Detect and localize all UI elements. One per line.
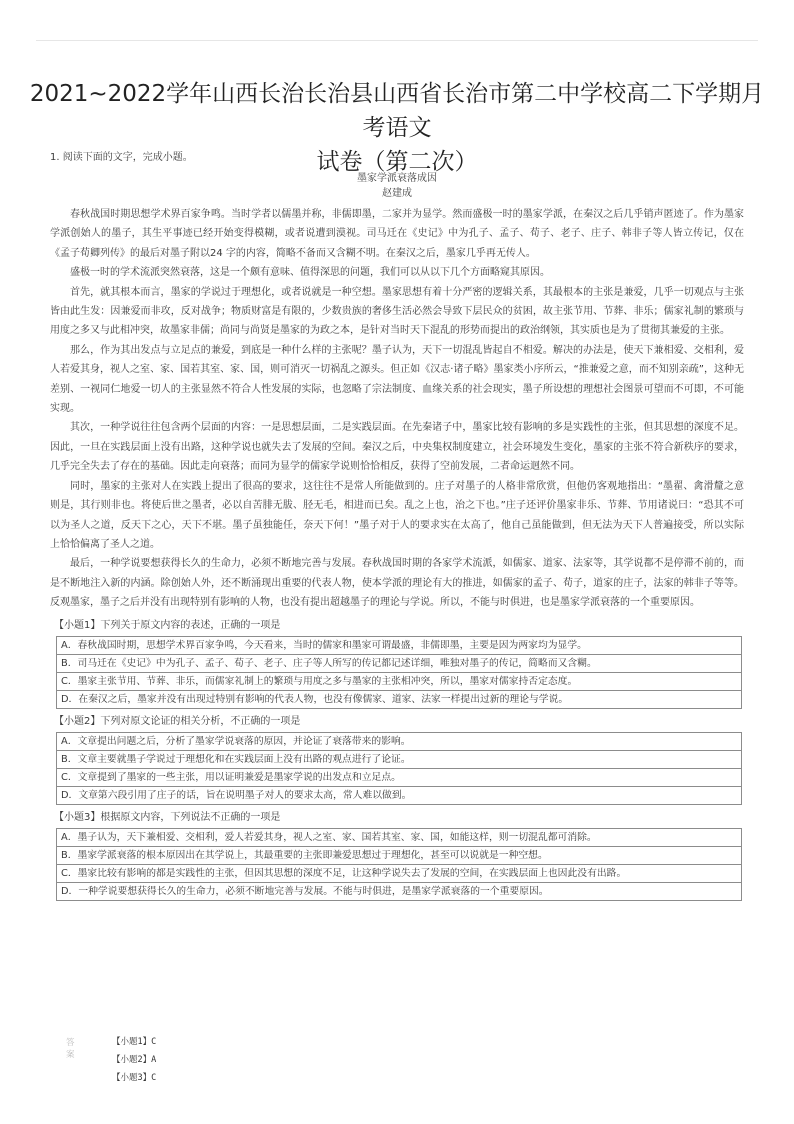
article-paragraph: 首先，就其根本而言，墨家的学说过于理想化，或者说就是一种空想。墨家思想有着十分严密的逻辑关系，其最根本的主张是兼爱，几乎一切观点与主张皆由此生发：因兼爱而非攻，反对战争；物质财富是有限的，少数贵族的奢侈生活必然会导致下层民众的贫困，故主张节用、节葬、非乐；儒家礼制的繁琐与用度之多又与此相冲突，故墨家非儒；尚同与尚贤是墨家的为政之本，是针对当时天下混乱的形势而提出的政治纲领，其实质也是为了贯彻其兼爱的主张。 — [50, 286, 744, 337]
option-a[interactable]: A．文章提出问题之后，分析了墨家学说衰落的原因，并论证了衰落带来的影响。 — [57, 733, 741, 751]
subquestion-1-stem: 【小题1】下列关于原文内容的表述，正确的一项是 — [54, 619, 281, 631]
option-d[interactable]: D．在秦汉之后，墨家并没有出现过特别有影响的代表人物，也没有像儒家、道家、法家一样提出过新的理论与学说。 — [57, 691, 741, 709]
question-block — [50, 150, 744, 901]
article-author: 赵建成 — [382, 188, 412, 199]
answer-item: 【小题1】C — [112, 1037, 157, 1047]
option-d[interactable]: D．文章第六段引用了庄子的话，旨在说明墨子对人的要求太高，常人难以做到。 — [57, 787, 741, 805]
article-body — [50, 205, 744, 613]
option-b[interactable]: B．司马迁在《史记》中为孔子、孟子、荀子、老子、庄子等人所写的传记都记述详细，唯独对墨子的传记，简略而又含糊。 — [57, 655, 741, 673]
option-a[interactable]: A．墨子认为，天下兼相爱、交相利，爱人若爱其身，视人之室、家、国若其室、家、国，如能这样，则一切混乱都可消除。 — [57, 829, 741, 847]
answer-item: 【小题3】C — [112, 1073, 157, 1083]
option-b[interactable]: B．文章主要就墨子学说过于理想化和在实践层面上没有出路的观点进行了论证。 — [57, 751, 741, 769]
subquestion-2-stem: 【小题2】下列对原文论证的相关分析，不正确的一项是 — [54, 715, 301, 727]
question-heading: 1. 阅读下面的文字，完成小题。 — [50, 152, 193, 163]
page-title-line-1: 2021~2022学年山西长治长治县山西省长治市第二中学校高二下学期月考语文 — [29, 81, 765, 142]
subquestion-3-stem: 【小题3】根据原文内容，下列说法不正确的一项是 — [54, 811, 281, 823]
article-title: 墨家学派衰落成因 — [357, 173, 437, 184]
article-paragraph: 最后，一种学说要想获得长久的生命力，必须不断地完善与发展。春秋战国时期的各家学术流派，如儒家、道家、法家等，其学说都不是停滞不前的，而是不断地注入新的内涵。除创始人外，还不断涌现出重要的代表人物，使本学派的理论有大的推进，如儒家的孟子、荀子，道家的庄子，法家的韩非子等等。反观墨家，墨子之后并没有出现特别有影响的人物，也没有提出超越墨子的理论与学说。所以，不能与时俱进，也是墨家学派衰落的一个重要原因。 — [50, 558, 744, 609]
answer-list — [112, 1033, 312, 1087]
page-title-line-2: 试卷（第二次） — [316, 149, 478, 176]
option-a[interactable]: A．春秋战国时期，思想学术界百家争鸣，今天看来，当时的儒家和墨家可谓最盛，非儒即墨，主要是因为两家均为显学。 — [57, 637, 741, 655]
subquestion-2-options — [56, 732, 742, 805]
article-paragraph: 盛极一时的学术流派突然衰落，这是一个颇有意味、值得深思的问题，我们可以从以下几个方面略窥其原因。 — [70, 267, 550, 279]
article-paragraph: 同时，墨家的主张对人在实践上提出了很高的要求，这往往不是常人所能做到的。庄子对墨子的人格非常欣赏，但他仍客观地指出：“墨翟、禽滑釐之意则是，其行则非也。将使后世之墨者，必以自苦腓无胈、胫无毛，相进而已矣。乱之上也，治之下也。”庄子还评价墨家非乐、节葬、节用诸说曰：“恐其不可以为圣人之道，反天下之心，天下不堪。墨子虽独能任，奈天下何！”墨子对于人的要求实在太高了，他自己虽能做到，但无法为天下人普遍接受，所以实际上恰恰偏离了圣人之道。 — [50, 480, 744, 550]
option-d[interactable]: D．一种学说要想获得长久的生命力，必须不断地完善与发展。不能与时俱进，是墨家学派衰落的一个重要原因。 — [57, 883, 741, 901]
article-paragraph: 那么，作为其出发点与立足点的兼爱，到底是一种什么样的主张呢？墨子认为，天下一切混乱皆起自不相爱。解决的办法是，使天下兼相爱、交相利，爱人若爱其身，视人之室、家、国若其室、家、国，则可消灭一切祸乱之源头。但正如《汉志·诸子略》墨家类小序所云，“推兼爱之意，而不知别亲疏”，这种无差别、一视同仁地爱一切人的主张显然不符合人性发展的实际，也忽略了宗法制度、血缘关系的社会现实，墨子所设想的理想社会图景可望而不可即，不可能实现。 — [50, 344, 744, 415]
article-paragraph: 春秋战国时期思想学术界百家争鸣。当时学者以儒墨并称，非儒即墨，二家并为显学。然而盛极一时的墨家学派，在秦汉之后几乎销声匿迹了。作为墨家学派创始人的墨子，其生平事迹已经开始变得模糊，或者说遭到漠视。司马迁在《史记》中为孔子、孟子、荀子、老子、庄子、韩非子等人皆立传记，仅在《孟子荀卿列传》的最后对墨子附以24 字的内容，简略不备而又含糊不明。在秦汉之后，墨家几乎再无传人。 — [50, 209, 744, 259]
option-c[interactable]: C．墨家主张节用、节葬、非乐，而儒家礼制上的繁琐与用度之多与墨家的主张相冲突，所以，墨家对儒家持否定态度。 — [57, 673, 741, 691]
answer-label: 答案 — [66, 1038, 78, 1060]
option-c[interactable]: C．墨家比较有影响的都是实践性的主张，但因其思想的深度不足，让这种学说失去了发展的空间，在实践层面上也因此没有出路。 — [57, 865, 741, 883]
answer-item: 【小题2】A — [112, 1055, 157, 1065]
option-c[interactable]: C．文章提到了墨家的一些主张，用以证明兼爱是墨家学说的出发点和立足点。 — [57, 769, 741, 787]
subquestion-1-options — [56, 636, 742, 709]
article-paragraph: 其次，一种学说往往包含两个层面的内容：一是思想层面，二是实践层面。在先秦诸子中，墨家比较有影响的多是实践性的主张，但其思想的深度不足。因此，一旦在实践层面上没有出路，这种学说也就失去了发展的空间。秦汉之后，中央集权制度建立，社会环境发生变化，墨家的主张不符合新秩序的要求，几乎完全失去了存在的基础。因此走向衰落；而同为显学的儒家学说则恰恰相反，获得了空前发展，二者命运迥然不同。 — [50, 422, 744, 473]
top-divider — [36, 40, 758, 41]
subquestion-3-options — [56, 828, 742, 901]
option-b[interactable]: B．墨家学派衰落的根本原因出在其学说上，其最重要的主张即兼爱思想过于理想化，甚至可以说就是一种空想。 — [57, 847, 741, 865]
